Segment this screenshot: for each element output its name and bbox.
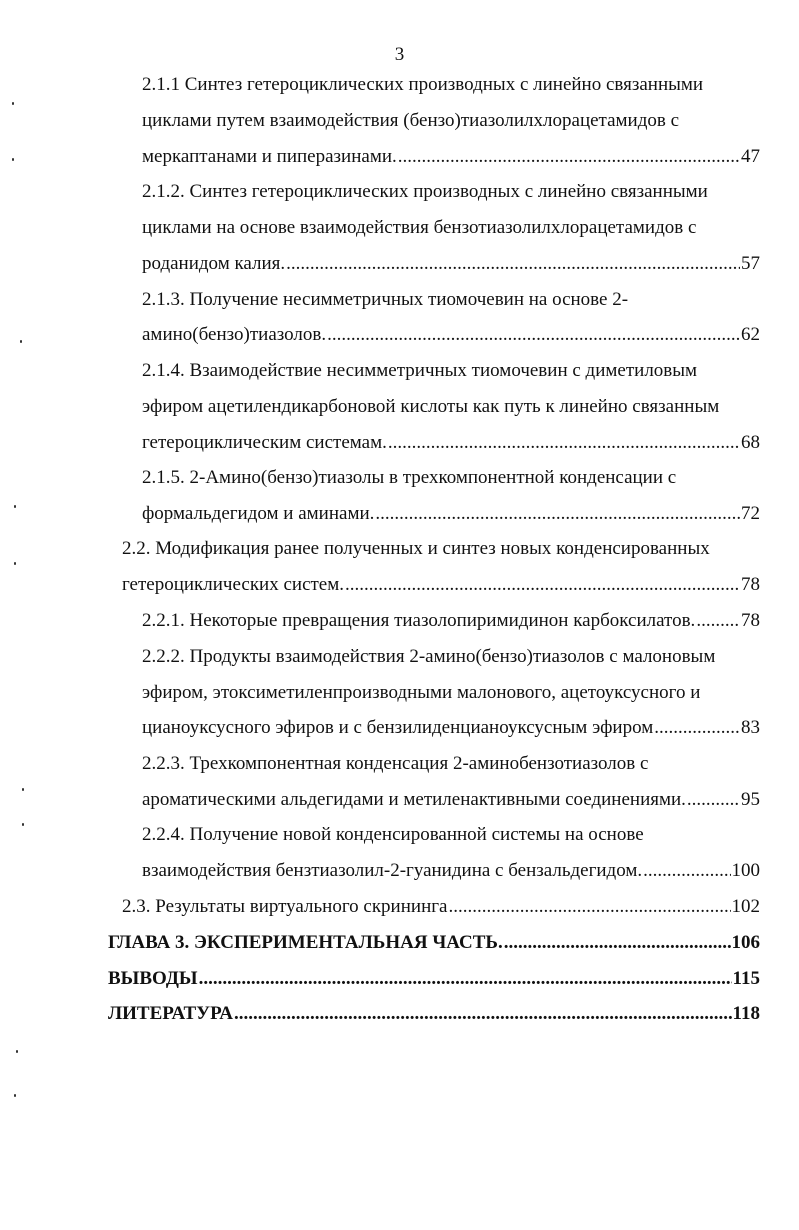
scan-speck xyxy=(14,505,16,508)
toc-line xyxy=(142,211,760,245)
leader-dots xyxy=(448,890,730,924)
toc-line-text: 2.1.2. Синтез гетероциклических производных с линейно связанными xyxy=(142,181,708,202)
toc-entry-text: цианоуксусного эфиров и с бензилиденцианоуксусным эфиром xyxy=(142,717,654,738)
toc-line-text: 2.1.5. 2-Амино(бензо)тиазолы в трехкомпонентной конденсации с xyxy=(142,467,677,488)
page-number: 3 xyxy=(394,44,405,65)
toc-line xyxy=(142,283,760,317)
scan-speck xyxy=(12,158,14,161)
toc-line xyxy=(142,175,760,209)
leader-dots xyxy=(234,997,732,1031)
toc-line-text: эфиром ацетилендикарбоновой кислоты как путь к линейно связанным xyxy=(142,396,720,417)
toc-line-text: 2.1.4. Взаимодействие несимметричных тиомочевин с диметиловым xyxy=(142,360,698,381)
toc-line xyxy=(142,354,760,388)
toc-page-number: 47 xyxy=(741,146,760,167)
toc-page-number: 106 xyxy=(731,932,760,953)
toc-line xyxy=(142,390,760,424)
toc-page-number: 115 xyxy=(732,968,760,989)
toc-entry-text: гетероциклическим системам. xyxy=(142,432,387,453)
leader-dots xyxy=(375,497,740,531)
toc-line-text: 2.1.1 Синтез гетероциклических производных с линейно связанными xyxy=(142,74,704,95)
toc-entry-text: меркаптанами и пиперазинами. xyxy=(142,146,397,167)
toc-entry[interactable] xyxy=(142,318,760,352)
toc-entry[interactable] xyxy=(142,140,760,174)
toc-line-text: циклами на основе взаимодействия бензотиазолилхлорацетамидов с xyxy=(142,217,697,238)
toc-page-number: 83 xyxy=(741,717,760,738)
toc-line xyxy=(142,68,760,102)
scan-speck xyxy=(14,562,16,565)
toc-entry-text: роданидом калия. xyxy=(142,253,286,274)
toc-line-text: циклами путем взаимодействия (бензо)тиазолилхлорацетамидов с xyxy=(142,110,680,131)
toc-chapter-entry[interactable] xyxy=(108,962,760,996)
toc-page-number: 95 xyxy=(741,789,760,810)
toc-entry[interactable] xyxy=(142,604,760,638)
scan-speck xyxy=(14,1094,16,1097)
toc-line xyxy=(142,747,760,781)
toc-chapter-entry[interactable] xyxy=(108,997,760,1031)
leader-dots xyxy=(345,568,740,602)
scan-speck xyxy=(16,1050,18,1053)
leader-dots xyxy=(286,247,740,281)
toc-line-text: 2.2.2. Продукты взаимодействия 2-амино(бензо)тиазолов с малоновым xyxy=(142,646,716,667)
leader-dots xyxy=(696,604,740,638)
toc-page-number: 100 xyxy=(731,860,760,881)
toc-page-number: 118 xyxy=(732,1003,760,1024)
scan-speck xyxy=(22,823,24,826)
toc-page-number: 57 xyxy=(741,253,760,274)
toc-page-number: 102 xyxy=(731,896,760,917)
toc-entry[interactable] xyxy=(122,568,760,602)
toc-entry-text: ЛИТЕРАТУРА xyxy=(108,1003,234,1024)
toc-page-number: 72 xyxy=(741,503,760,524)
leader-dots xyxy=(504,926,731,960)
toc-line xyxy=(142,640,760,674)
leader-dots xyxy=(388,426,740,460)
toc-line-text: 2.1.3. Получение несимметричных тиомочевин на основе 2- xyxy=(142,289,629,310)
toc-entry-text: 2.2.1. Некоторые превращения тиазолопиримидинон карбоксилатов. xyxy=(142,610,696,631)
leader-dots xyxy=(327,318,740,352)
leader-dots xyxy=(398,140,740,174)
toc-entry-text: гетероциклических систем. xyxy=(122,574,345,595)
toc-line xyxy=(122,532,760,566)
toc-page-number: 68 xyxy=(741,432,760,453)
toc-entry-text: ВЫВОДЫ xyxy=(108,968,198,989)
toc-entry[interactable] xyxy=(122,890,760,924)
toc-entry-text: ароматическими альдегидами и метиленактивными соединениями. xyxy=(142,789,686,810)
toc-chapter-entry[interactable] xyxy=(108,926,760,960)
toc-page-number: 78 xyxy=(741,574,760,595)
toc-entry[interactable] xyxy=(142,497,760,531)
toc-line xyxy=(142,676,760,710)
toc-entry[interactable] xyxy=(142,426,760,460)
toc-entry-text: ГЛАВА 3. ЭКСПЕРИМЕНТАЛЬНАЯ ЧАСТЬ. xyxy=(108,932,503,953)
scan-speck xyxy=(12,102,14,105)
toc-entry[interactable] xyxy=(142,247,760,281)
toc-line xyxy=(142,818,760,852)
leader-dots xyxy=(687,783,740,817)
toc-line-text: 2.2. Модификация ранее полученных и синтез новых конденсированных xyxy=(122,538,710,559)
toc-entry-text: амино(бензо)тиазолов. xyxy=(142,324,327,345)
toc-entry-text: формальдегидом и аминами. xyxy=(142,503,375,524)
toc-entry[interactable] xyxy=(142,854,760,888)
leader-dots xyxy=(643,854,730,888)
toc-page-number: 78 xyxy=(741,610,760,631)
toc-line-text: 2.2.3. Трехкомпонентная конденсация 2-аминобензотиазолов с xyxy=(142,753,649,774)
leader-dots xyxy=(654,711,740,745)
toc-entry-text: 2.3. Результаты виртуального скрининга xyxy=(122,896,448,917)
toc-line xyxy=(142,104,760,138)
toc-entry[interactable] xyxy=(142,783,760,817)
scan-speck xyxy=(20,340,22,343)
toc-line-text: эфиром, этоксиметиленпроизводными малонового, ацетоуксусного и xyxy=(142,682,701,703)
scan-speck xyxy=(22,788,24,791)
toc-entry[interactable] xyxy=(142,711,760,745)
toc-line xyxy=(142,461,760,495)
toc-entry-text: взаимодействия бензтиазолил-2-гуанидина с бензальдегидом. xyxy=(142,860,643,881)
toc-page-number: 62 xyxy=(741,324,760,345)
leader-dots xyxy=(199,962,732,996)
toc-line-text: 2.2.4. Получение новой конденсированной системы на основе xyxy=(142,824,644,845)
